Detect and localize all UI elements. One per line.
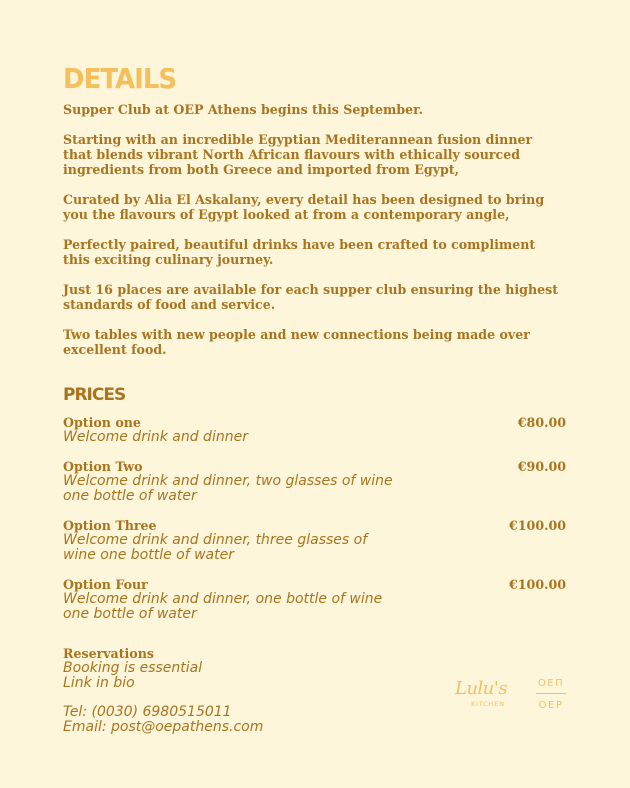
details-paragraph: Supper Club at OEP Athens begins this September. [63, 102, 424, 117]
option-description: Welcome drink and dinner, one bottle of wine one bottle of water [63, 591, 383, 622]
lulus-kitchen-logo [455, 680, 510, 710]
details-paragraph: Perfectly paired, beautiful drinks have been crafted to compliment this exciting culinary journey. [63, 237, 536, 267]
option-price: €100.00 [509, 518, 566, 533]
option-description: Welcome drink and dinner, two glasses of wine one bottle of water [63, 473, 393, 504]
details-heading: DETAILS [63, 64, 177, 96]
details-paragraph: Two tables with new people and new connections being made over excellent food. [63, 327, 530, 357]
price-option [63, 459, 566, 504]
option-name: Option Three [63, 518, 157, 533]
price-option [63, 518, 566, 563]
option-name: Option Two [63, 459, 143, 474]
option-price: €100.00 [509, 577, 566, 592]
price-option [63, 577, 566, 622]
lulu-logo-subtitle: KITCHEN [471, 700, 505, 708]
option-name: Option Four [63, 577, 148, 592]
details-paragraph: Curated by Alia El Askalany, every detail has been designed to bring you the flavours of Egypt looked at from a contemporary angle, [63, 192, 545, 222]
option-price: €90.00 [517, 459, 566, 474]
reservations-note: Booking is essential [63, 660, 203, 676]
contact-phone: Tel: (0030) 6980515011 [63, 704, 232, 720]
oep-logo [536, 678, 566, 711]
contact-email: Email: post@oepathens.com [63, 719, 264, 735]
price-option [63, 415, 566, 445]
option-name: Option one [63, 415, 141, 430]
oep-logo-top: OEΠ [537, 678, 565, 689]
prices-heading: PRICES [63, 385, 126, 405]
details-paragraph: Just 16 places are available for each supper club ensuring the highest standards of food and service. [63, 282, 559, 312]
lulu-logo-script: Lulu's [455, 678, 508, 699]
reservations-link-note: Link in bio [63, 675, 135, 691]
oep-logo-bottom: OEP [538, 700, 564, 711]
option-price: €80.00 [517, 415, 566, 430]
reservations-title: Reservations [63, 646, 154, 661]
option-description: Welcome drink and dinner [63, 429, 248, 445]
option-description: Welcome drink and dinner, three glasses of wine one bottle of water [63, 532, 368, 563]
oep-logo-divider [536, 693, 566, 694]
details-paragraph: Starting with an incredible Egyptian Mediterannean fusion dinner that blends vibrant North African flavours with ethically sourced ingredients from both Greece and imported from Egypt, [63, 132, 533, 177]
